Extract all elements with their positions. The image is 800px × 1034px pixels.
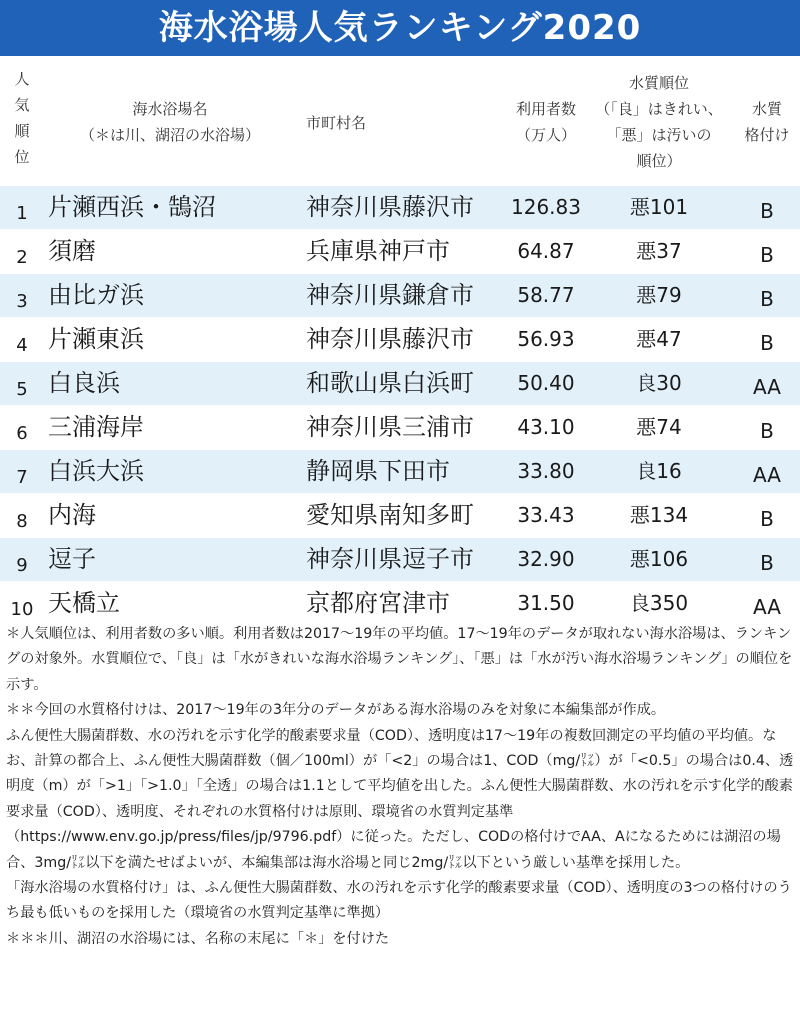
users-cell: 33.43 bbox=[517, 503, 575, 527]
header-beach-name-note: （＊は川、湖沼の水浴場） bbox=[79, 126, 260, 144]
beach-name-cell: 須磨 bbox=[48, 237, 96, 265]
users-cell: 58.77 bbox=[517, 283, 575, 307]
header-grade-line: 水質 bbox=[751, 100, 782, 118]
header-rank bbox=[4, 66, 40, 170]
water-rank-cell: 悪134 bbox=[629, 503, 689, 527]
city-cell: 神奈川県三浦市 bbox=[306, 413, 474, 441]
footnotes bbox=[6, 622, 796, 952]
beach-name-cell: 白浜大浜 bbox=[48, 457, 144, 485]
table-row bbox=[0, 582, 800, 626]
rank-cell: 9 bbox=[16, 555, 28, 576]
water-grade-cell: AA bbox=[753, 463, 781, 487]
header-users-unit: （万人） bbox=[515, 126, 576, 144]
footnote: ＊人気順位は、利用者数の多い順。利用者数は2017～19年の平均値。17～19年のデータが取れない海水浴場は、ランキングの対象外。水質順位で、「良」は「水がきれいな海水浴場ランキング」、「悪」は「水が汚い海水浴場ランキング」の順位を示す。 bbox=[6, 626, 793, 693]
water-grade-cell: B bbox=[760, 551, 774, 575]
header-rank-char: 気 bbox=[14, 96, 30, 114]
water-grade-cell: B bbox=[760, 419, 774, 443]
water-grade-cell: B bbox=[760, 199, 774, 223]
footnote: ふん便性大腸菌群数、水の汚れを示す化学的酸素要求量（COD）、透明度は17～19年の複数回測定の平均値の平均値。なお、計算の都合上、ふん便性大腸菌群数（個／100ml）が「<2」の場合は1、COD（mg/㍑）が「<0.5」の場合は0.4、透明度（m）が「>1」「>1.0」「全透」の場合は1.1として平均値を出した。ふん便性大腸菌群数、水の汚れを示す化学的酸素要求量（COD）、透明度、それぞれの水質格付けは原則、環境省の水質判定基準（https://www.env.go.jp/press/files/jp/9796.pdf）に従った。ただし、CODの格付けでAA、Aになるためには湖沼の場合、3mg/㍑以下を満たせばよいが、本編集部は海水浴場と同じ2mg/㍑以下という厳しい基準を採用した。 bbox=[6, 727, 794, 871]
rank-cell: 3 bbox=[16, 291, 28, 312]
rank-cell: 10 bbox=[10, 599, 34, 620]
city-cell: 愛知県南知多町 bbox=[306, 501, 474, 529]
water-grade-cell: AA bbox=[753, 595, 781, 619]
table-header bbox=[0, 56, 800, 186]
header-beach-name-line: 海水浴場名 bbox=[132, 100, 208, 118]
city-cell: 京都府宮津市 bbox=[306, 589, 450, 617]
table-row bbox=[0, 362, 800, 406]
header-water-line: （「良」はきれい、 bbox=[595, 100, 723, 118]
water-grade-cell: B bbox=[760, 507, 774, 531]
rank-cell: 6 bbox=[16, 423, 28, 444]
table-row bbox=[0, 274, 800, 318]
city-cell: 神奈川県鎌倉市 bbox=[306, 281, 474, 309]
ranking-table bbox=[0, 186, 800, 626]
rank-cell: 5 bbox=[16, 379, 28, 400]
beach-name-cell: 逗子 bbox=[48, 545, 96, 573]
table-row bbox=[0, 450, 800, 494]
table-row bbox=[0, 538, 800, 582]
footnote: ＊＊今回の水質格付けは、2017～19年の3年分のデータがある海水浴場のみを対象に本編集部が作成。 bbox=[6, 702, 666, 719]
rank-cell: 1 bbox=[16, 203, 28, 224]
water-rank-cell: 悪106 bbox=[629, 547, 689, 571]
header-water-line: 「悪」は汚いの bbox=[606, 126, 712, 144]
beach-name-cell: 片瀬東浜 bbox=[48, 325, 144, 353]
water-rank-cell: 悪101 bbox=[629, 195, 689, 219]
table-row bbox=[0, 230, 800, 274]
users-cell: 50.40 bbox=[517, 371, 575, 395]
users-cell: 33.80 bbox=[517, 459, 575, 483]
table-row bbox=[0, 186, 800, 230]
rank-cell: 7 bbox=[16, 467, 28, 488]
water-rank-cell: 悪79 bbox=[636, 283, 682, 307]
water-grade-cell: B bbox=[760, 243, 774, 267]
city-cell: 兵庫県神戸市 bbox=[306, 237, 450, 265]
header-water-line: 順位） bbox=[636, 152, 682, 170]
header-water-grade bbox=[734, 96, 800, 148]
water-grade-cell: B bbox=[760, 287, 774, 311]
water-rank-cell: 悪74 bbox=[636, 415, 682, 439]
footnote: ＊＊＊川、湖沼の水浴場には、名称の末尾に「＊」を付けた bbox=[6, 930, 390, 947]
beach-name-cell: 内海 bbox=[48, 501, 96, 529]
header-beach-name bbox=[40, 96, 300, 148]
users-cell: 43.10 bbox=[517, 415, 575, 439]
header-users bbox=[496, 96, 596, 148]
header-rank-char: 順 bbox=[14, 122, 30, 140]
beach-name-cell: 天橋立 bbox=[48, 589, 120, 617]
header-users-line: 利用者数 bbox=[515, 100, 576, 118]
city-cell: 神奈川県藤沢市 bbox=[306, 193, 474, 221]
water-rank-cell: 良350 bbox=[629, 591, 689, 615]
water-rank-cell: 悪47 bbox=[636, 327, 682, 351]
beach-name-cell: 白良浜 bbox=[48, 369, 120, 397]
water-grade-cell: AA bbox=[753, 375, 781, 399]
header-grade-line: 格付け bbox=[744, 126, 790, 144]
water-grade-cell: B bbox=[760, 331, 774, 355]
header-rank-char: 人 bbox=[14, 70, 30, 88]
page-title: 海水浴場人気ランキング2020 bbox=[0, 0, 800, 56]
beach-name-cell: 片瀬西浜・鵠沼 bbox=[48, 193, 216, 221]
rank-cell: 2 bbox=[16, 247, 28, 268]
users-cell: 126.83 bbox=[511, 195, 581, 219]
users-cell: 31.50 bbox=[517, 591, 575, 615]
table-row bbox=[0, 494, 800, 538]
water-rank-cell: 良16 bbox=[636, 459, 682, 483]
water-rank-cell: 良30 bbox=[636, 371, 682, 395]
water-rank-cell: 悪37 bbox=[636, 239, 682, 263]
table-row bbox=[0, 406, 800, 450]
header-rank-char: 位 bbox=[14, 148, 30, 166]
city-cell: 和歌山県白浜町 bbox=[306, 369, 474, 397]
footnote: 「海水浴場の水質格付け」は、ふん便性大腸菌群数、水の汚れを示す化学的酸素要求量（COD）、透明度の3つの格付けのうち最も低いものを採用した（環境省の水質判定基準に準拠） bbox=[6, 880, 792, 922]
beach-name-cell: 三浦海岸 bbox=[48, 413, 144, 441]
table-row bbox=[0, 318, 800, 362]
rank-cell: 4 bbox=[16, 335, 28, 356]
header-water-line: 水質順位 bbox=[628, 74, 689, 92]
city-cell: 神奈川県藤沢市 bbox=[306, 325, 474, 353]
city-cell: 神奈川県逗子市 bbox=[306, 545, 474, 573]
users-cell: 64.87 bbox=[517, 239, 575, 263]
rank-cell: 8 bbox=[16, 511, 28, 532]
beach-name-cell: 由比ガ浜 bbox=[48, 281, 144, 309]
header-city: 市町村名 bbox=[306, 114, 367, 132]
users-cell: 32.90 bbox=[517, 547, 575, 571]
header-water-rank bbox=[584, 70, 734, 174]
city-cell: 静岡県下田市 bbox=[306, 457, 450, 485]
users-cell: 56.93 bbox=[517, 327, 575, 351]
